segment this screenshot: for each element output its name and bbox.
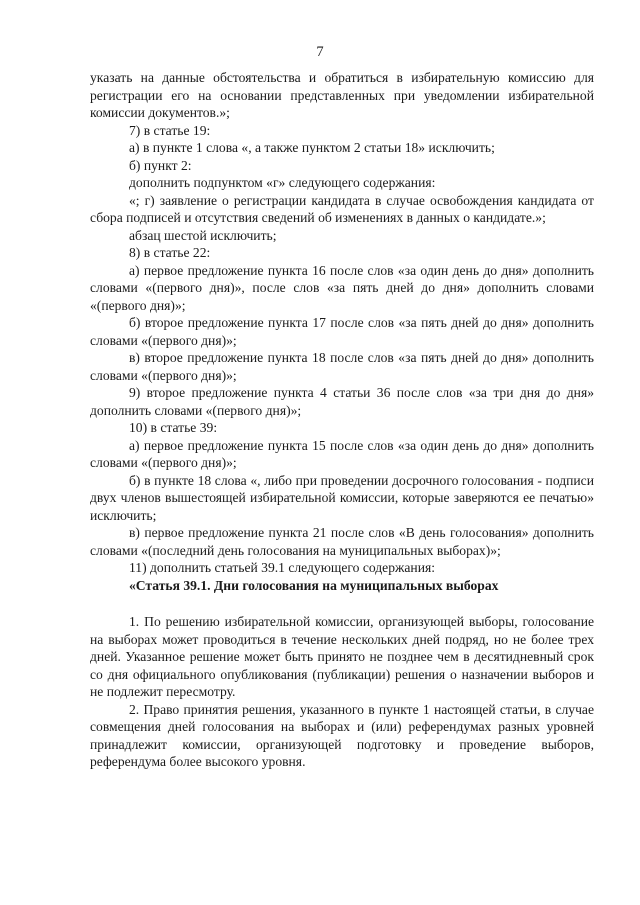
paragraph: 7) в статье 19:: [129, 122, 211, 138]
paragraph: 10) в статье 39:: [129, 420, 218, 435]
paragraph: «; г) заявление о регистрации кандидата в случае освобождения кандидата от сбора подписей и отсутствия сведений об изменениях в данных о кандидате.»;: [90, 192, 594, 225]
paragraph: указать на данные обстоятельства и обратиться в избирательную комиссию для регистрации его на основании представленных при уведомлении избирательной комиссии документов.»;: [90, 70, 594, 120]
paragraph: б) пункт 2:: [129, 157, 192, 173]
paragraph: а) первое предложение пункта 15 после слов «за один день до дня» дополнить словами «(первого дня)»;: [90, 437, 594, 470]
page-number: 7: [316, 44, 324, 60]
document-body: [90, 69, 594, 771]
paragraph: 9) второе предложение пункта 4 статьи 36 после слов «за три дня до дня» дополнить словами «(первого дня)»;: [90, 385, 594, 418]
paragraph: в) первое предложение пункта 21 после слов «В день голосования» дополнить словами «(последний день голосования на муниципальных выборах)»;: [90, 525, 594, 558]
paragraph: а) первое предложение пункта 16 после слов «за один день до дня» дополнить словами «(первого дня)», после слов «за пять дней до дня» дополнить словами «(первого дня)»;: [90, 262, 594, 313]
paragraph: в) второе предложение пункта 18 после слов «за пять дней до дня» дополнить словами «(первого дня)»;: [90, 350, 594, 383]
paragraph: дополнить подпунктом «г» следующего содержания:: [129, 175, 436, 190]
article-paragraph: 1. По решению избирательной комиссии, организующей выборы, голосование на выборах может проводиться в течение нескольких дней подряд, но не более трех дней. Указанное решение может быть принято не позднее чем в десятидневный срок со дня официального опубликования (публикации) решения о назначении выборов и не подлежит пересмотру.: [90, 614, 594, 699]
paragraph: б) в пункте 18 слова «, либо при проведении досрочного голосования - подписи двух членов вышестоящей избирательной комиссии, которые заверяются ее печатью» исключить;: [90, 472, 594, 523]
paragraph: а) в пункте 1 слова «, а также пунктом 2 статьи 18» исключить;: [129, 140, 495, 155]
article-paragraph: 2. Право принятия решения, указанного в пункте 1 настоящей статьи, в случае совмещения дней голосования на выборах и (или) референдумах разных уровней принадлежит комиссии, организующей подготовку и проведение выборов, референдума более высокого уровня.: [90, 701, 594, 769]
paragraph: 8) в статье 22:: [129, 245, 211, 260]
paragraph: абзац шестой исключить;: [129, 227, 277, 243]
paragraph: б) второе предложение пункта 17 после слов «за пять дней до дня» дополнить словами «(первого дня)»;: [90, 315, 594, 348]
article-heading: «Статья 39.1. Дни голосования на муниципальных выборах: [129, 577, 499, 593]
paragraph: 11) дополнить статьей 39.1 следующего содержания:: [129, 560, 436, 575]
